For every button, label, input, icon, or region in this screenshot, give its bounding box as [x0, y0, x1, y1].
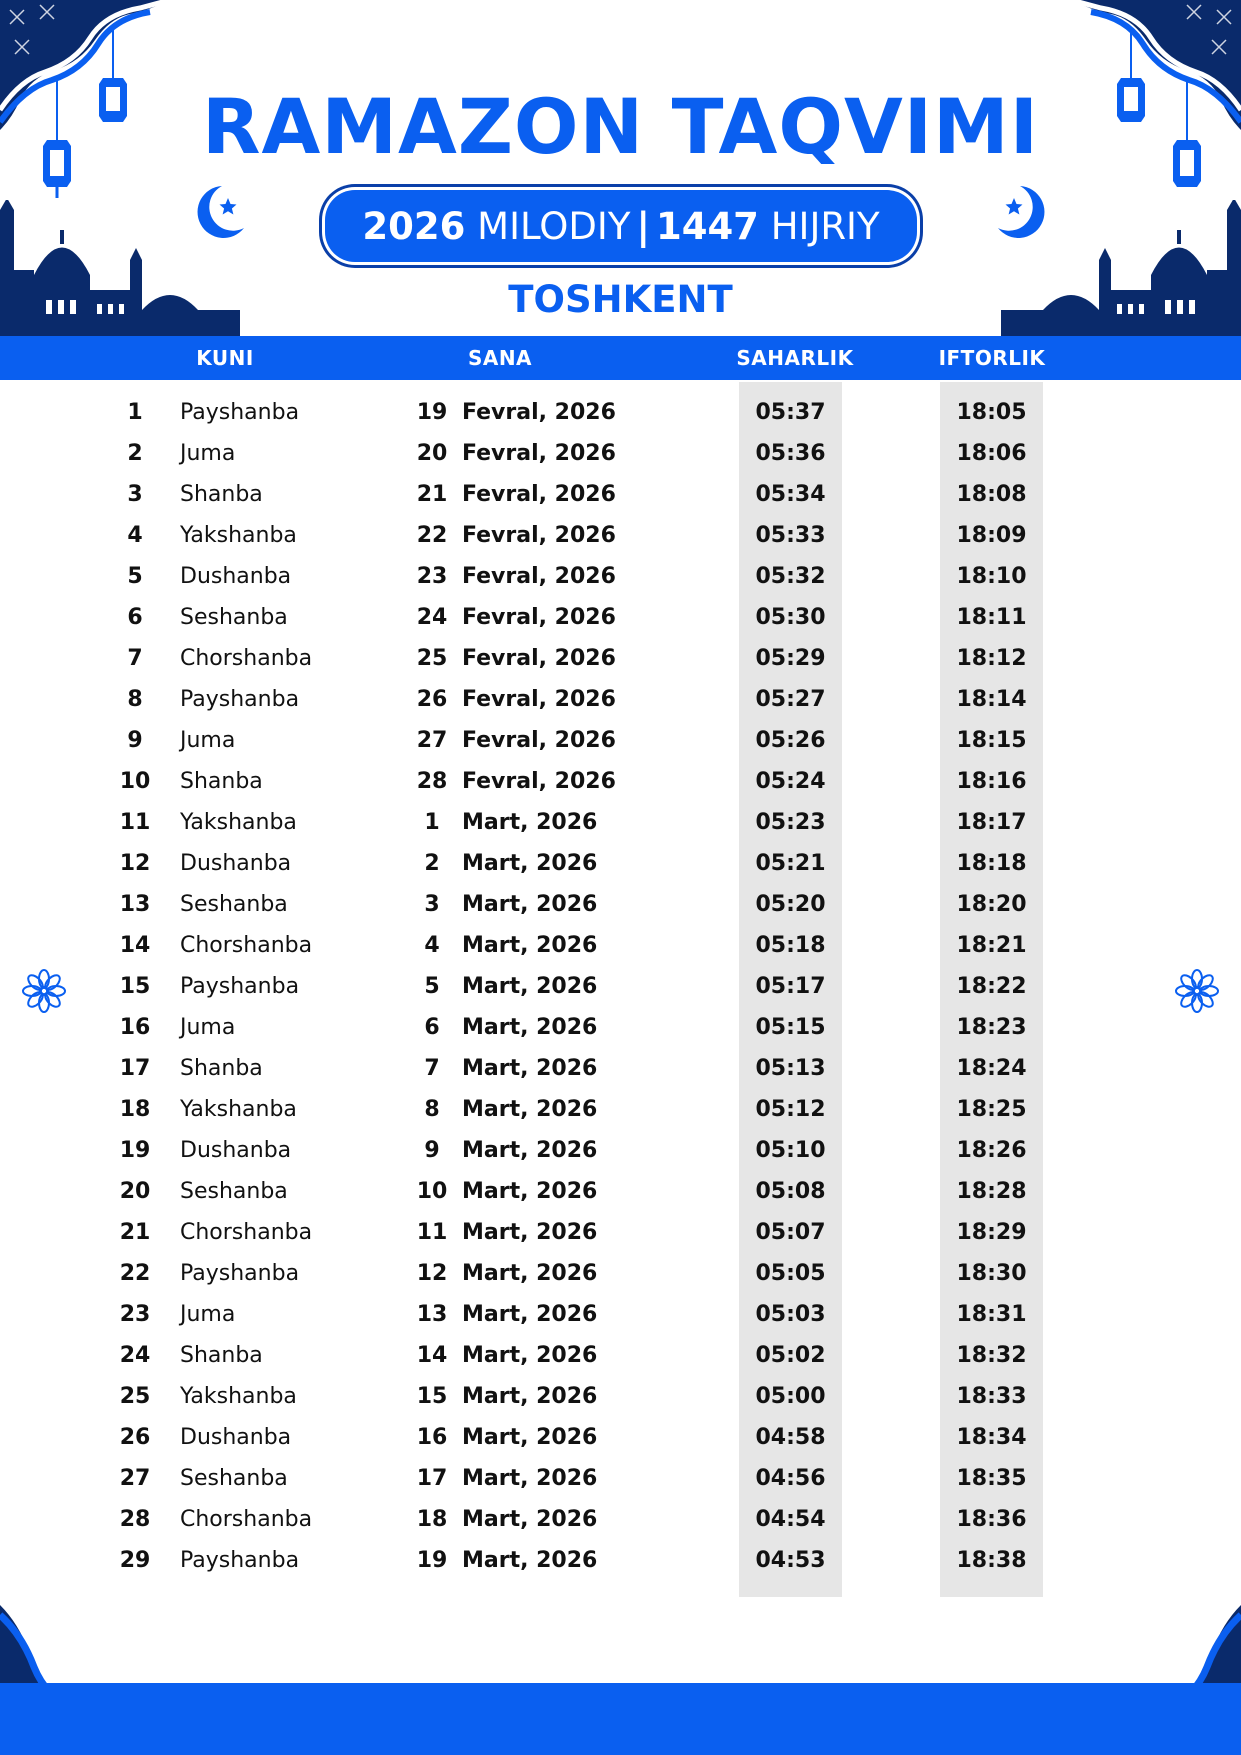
day-number: 9 [127, 728, 143, 753]
table-row [0, 884, 1241, 925]
iftorlik-time: 18:18 [956, 851, 1027, 876]
iftorlik-time: 18:08 [956, 482, 1027, 507]
table-row [0, 843, 1241, 884]
day-number: 5 [127, 564, 143, 589]
date-day: 13 [416, 1302, 448, 1327]
table-row [0, 925, 1241, 966]
date-month-year: Mart, 2026 [462, 1343, 598, 1368]
date-month-year: Fevral, 2026 [462, 687, 616, 712]
day-number: 7 [127, 646, 143, 671]
saharlik-time: 05:23 [755, 810, 826, 835]
table-row [0, 1376, 1241, 1417]
saharlik-time: 05:18 [755, 933, 826, 958]
date-month-year: Fevral, 2026 [462, 523, 616, 548]
date-day: 9 [424, 1138, 440, 1163]
iftorlik-time: 18:26 [956, 1138, 1027, 1163]
day-number: 4 [127, 523, 143, 548]
date-month-year: Mart, 2026 [462, 1507, 598, 1532]
date-month-year: Fevral, 2026 [462, 728, 616, 753]
iftorlik-time: 18:30 [956, 1261, 1027, 1286]
iftorlik-time: 18:24 [956, 1056, 1027, 1081]
date-day: 17 [416, 1466, 448, 1491]
date-day: 10 [416, 1179, 448, 1204]
date-month-year: Mart, 2026 [462, 810, 598, 835]
weekday: Yakshanba [180, 810, 297, 835]
date-day: 23 [416, 564, 448, 589]
weekday: Seshanba [180, 1179, 288, 1204]
date-day: 7 [424, 1056, 440, 1081]
date-day: 19 [416, 400, 448, 425]
table-row [0, 1171, 1241, 1212]
table-row [0, 1294, 1241, 1335]
table-row [0, 966, 1241, 1007]
weekday: Payshanba [180, 1548, 300, 1573]
saharlik-time: 05:10 [755, 1138, 826, 1163]
day-number: 19 [119, 1138, 151, 1163]
date-day: 14 [416, 1343, 448, 1368]
table-row [0, 638, 1241, 679]
table-row [0, 1048, 1241, 1089]
saharlik-time: 05:08 [755, 1179, 826, 1204]
iftorlik-time: 18:22 [956, 974, 1027, 999]
weekday: Payshanba [180, 1261, 300, 1286]
date-month-year: Mart, 2026 [462, 1466, 598, 1491]
date-month-year: Mart, 2026 [462, 933, 598, 958]
hijri-year: 1447 [655, 204, 759, 248]
iftorlik-time: 18:16 [956, 769, 1027, 794]
column-header-kuni: KUNI [196, 346, 254, 370]
date-month-year: Fevral, 2026 [462, 769, 616, 794]
date-day: 21 [416, 482, 448, 507]
weekday: Shanba [180, 1343, 263, 1368]
weekday: Juma [180, 441, 236, 466]
saharlik-time: 05:29 [755, 646, 826, 671]
day-number: 28 [119, 1507, 151, 1532]
table-row [0, 761, 1241, 802]
saharlik-time: 05:12 [755, 1097, 826, 1122]
saharlik-time: 05:07 [755, 1220, 826, 1245]
iftorlik-time: 18:09 [956, 523, 1027, 548]
date-day: 3 [424, 892, 440, 917]
iftorlik-time: 18:38 [956, 1548, 1027, 1573]
day-number: 1 [127, 400, 143, 425]
weekday: Shanba [180, 1056, 263, 1081]
year-banner [325, 190, 917, 262]
iftorlik-time: 18:23 [956, 1015, 1027, 1040]
saharlik-time: 05:36 [755, 441, 826, 466]
iftorlik-time: 18:35 [956, 1466, 1027, 1491]
iftorlik-time: 18:06 [956, 441, 1027, 466]
iftorlik-time: 18:33 [956, 1384, 1027, 1409]
saharlik-time: 05:13 [755, 1056, 826, 1081]
saharlik-time: 05:24 [755, 769, 826, 794]
date-day: 19 [416, 1548, 448, 1573]
date-month-year: Mart, 2026 [462, 1425, 598, 1450]
iftorlik-time: 18:29 [956, 1220, 1027, 1245]
date-month-year: Mart, 2026 [462, 1179, 598, 1204]
iftorlik-time: 18:28 [956, 1179, 1027, 1204]
iftorlik-time: 18:12 [956, 646, 1027, 671]
weekday: Juma [180, 1302, 236, 1327]
saharlik-time: 05:21 [755, 851, 826, 876]
day-number: 10 [119, 769, 151, 794]
table-row [0, 1499, 1241, 1540]
weekday: Juma [180, 728, 236, 753]
date-day: 15 [416, 1384, 448, 1409]
table-row [0, 1253, 1241, 1294]
saharlik-time: 05:02 [755, 1343, 826, 1368]
saharlik-time: 05:00 [755, 1384, 826, 1409]
saharlik-time: 04:54 [755, 1507, 826, 1532]
date-day: 24 [416, 605, 448, 630]
saharlik-time: 05:27 [755, 687, 826, 712]
date-month-year: Mart, 2026 [462, 1384, 598, 1409]
date-month-year: Fevral, 2026 [462, 646, 616, 671]
day-number: 24 [119, 1343, 151, 1368]
table-row [0, 1458, 1241, 1499]
table-row [0, 802, 1241, 843]
weekday: Juma [180, 1015, 236, 1040]
iftorlik-time: 18:20 [956, 892, 1027, 917]
day-number: 29 [119, 1548, 151, 1573]
day-number: 16 [119, 1015, 151, 1040]
saharlik-time: 05:37 [755, 400, 826, 425]
date-month-year: Mart, 2026 [462, 851, 598, 876]
weekday: Chorshanba [180, 646, 313, 671]
weekday: Payshanba [180, 974, 300, 999]
date-day: 28 [416, 769, 448, 794]
date-month-year: Mart, 2026 [462, 1548, 598, 1573]
iftorlik-time: 18:32 [956, 1343, 1027, 1368]
date-day: 22 [416, 523, 448, 548]
iftorlik-time: 18:10 [956, 564, 1027, 589]
day-number: 3 [127, 482, 143, 507]
date-day: 4 [424, 933, 440, 958]
day-number: 18 [119, 1097, 151, 1122]
table-row [0, 1212, 1241, 1253]
day-number: 8 [127, 687, 143, 712]
table-row [0, 474, 1241, 515]
saharlik-time: 05:05 [755, 1261, 826, 1286]
saharlik-time: 05:26 [755, 728, 826, 753]
day-number: 17 [119, 1056, 151, 1081]
date-month-year: Mart, 2026 [462, 1302, 598, 1327]
date-month-year: Fevral, 2026 [462, 482, 616, 507]
day-number: 15 [119, 974, 151, 999]
table-row [0, 1540, 1241, 1581]
weekday: Yakshanba [180, 1384, 297, 1409]
date-day: 26 [416, 687, 448, 712]
city-name: TOSHKENT [508, 278, 733, 321]
date-month-year: Mart, 2026 [462, 1015, 598, 1040]
weekday: Chorshanba [180, 1220, 313, 1245]
date-day: 25 [416, 646, 448, 671]
table-row [0, 1007, 1241, 1048]
iftorlik-time: 18:34 [956, 1425, 1027, 1450]
date-day: 8 [424, 1097, 440, 1122]
saharlik-time: 05:15 [755, 1015, 826, 1040]
day-number: 13 [119, 892, 151, 917]
date-month-year: Mart, 2026 [462, 1056, 598, 1081]
date-day: 6 [424, 1015, 440, 1040]
saharlik-time: 05:30 [755, 605, 826, 630]
iftorlik-time: 18:11 [956, 605, 1027, 630]
saharlik-time: 05:33 [755, 523, 826, 548]
weekday: Chorshanba [180, 1507, 313, 1532]
table-row [0, 556, 1241, 597]
table-row [0, 515, 1241, 556]
day-number: 20 [119, 1179, 151, 1204]
table-row [0, 679, 1241, 720]
weekday: Payshanba [180, 400, 300, 425]
day-number: 14 [119, 933, 151, 958]
date-month-year: Mart, 2026 [462, 892, 598, 917]
table-row [0, 433, 1241, 474]
weekday: Payshanba [180, 687, 300, 712]
saharlik-time: 04:58 [755, 1425, 826, 1450]
table-row [0, 1335, 1241, 1376]
date-day: 1 [424, 810, 440, 835]
date-month-year: Fevral, 2026 [462, 605, 616, 630]
date-day: 16 [416, 1425, 448, 1450]
day-number: 22 [119, 1261, 151, 1286]
date-month-year: Fevral, 2026 [462, 441, 616, 466]
table-row [0, 1417, 1241, 1458]
column-header-sana: SANA [467, 346, 533, 370]
date-month-year: Fevral, 2026 [462, 400, 616, 425]
weekday: Seshanba [180, 605, 288, 630]
weekday: Chorshanba [180, 933, 313, 958]
iftorlik-time: 18:31 [956, 1302, 1027, 1327]
weekday: Shanba [180, 769, 263, 794]
date-day: 2 [424, 851, 440, 876]
day-number: 21 [119, 1220, 151, 1245]
table-row [0, 597, 1241, 638]
page-title: RAMAZON TAQVIMI [202, 82, 1039, 171]
date-month-year: Mart, 2026 [462, 1261, 598, 1286]
iftorlik-time: 18:14 [956, 687, 1027, 712]
table-row [0, 1130, 1241, 1171]
column-header-saharlik: SAHARLIK [736, 346, 854, 370]
column-header-iftorlik: IFTORLIK [938, 346, 1046, 370]
date-day: 18 [416, 1507, 448, 1532]
date-day: 11 [416, 1220, 448, 1245]
date-day: 27 [416, 728, 448, 753]
iftorlik-time: 18:36 [956, 1507, 1027, 1532]
weekday: Seshanba [180, 1466, 288, 1491]
day-number: 11 [119, 810, 151, 835]
day-number: 27 [119, 1466, 151, 1491]
saharlik-time: 04:53 [755, 1548, 826, 1573]
date-month-year: Mart, 2026 [462, 974, 598, 999]
day-number: 12 [119, 851, 151, 876]
saharlik-time: 05:17 [755, 974, 826, 999]
weekday: Dushanba [180, 1138, 292, 1163]
saharlik-time: 05:20 [755, 892, 826, 917]
day-number: 23 [119, 1302, 151, 1327]
footer-band [0, 1683, 1241, 1755]
weekday: Yakshanba [180, 1097, 297, 1122]
weekday: Yakshanba [180, 523, 297, 548]
saharlik-time: 05:32 [755, 564, 826, 589]
iftorlik-time: 18:17 [956, 810, 1027, 835]
saharlik-time: 05:03 [755, 1302, 826, 1327]
weekday: Dushanba [180, 851, 292, 876]
date-month-year: Mart, 2026 [462, 1138, 598, 1163]
weekday: Seshanba [180, 892, 288, 917]
day-number: 6 [127, 605, 143, 630]
weekday: Dushanba [180, 564, 292, 589]
gregorian-label: MILODIY [477, 204, 631, 248]
date-month-year: Mart, 2026 [462, 1220, 598, 1245]
table-row [0, 392, 1241, 433]
saharlik-time: 05:34 [755, 482, 826, 507]
hijri-label: HIJRIY [770, 204, 880, 248]
iftorlik-time: 18:05 [956, 400, 1027, 425]
date-month-year: Mart, 2026 [462, 1097, 598, 1122]
weekday: Shanba [180, 482, 263, 507]
iftorlik-time: 18:21 [956, 933, 1027, 958]
date-day: 20 [416, 441, 448, 466]
gregorian-year: 2026 [362, 204, 466, 248]
year-separator: | [636, 204, 650, 248]
day-number: 26 [119, 1425, 151, 1450]
day-number: 2 [127, 441, 143, 466]
table-row [0, 720, 1241, 761]
day-number: 25 [119, 1384, 151, 1409]
date-day: 5 [424, 974, 440, 999]
date-day: 12 [416, 1261, 448, 1286]
iftorlik-time: 18:25 [956, 1097, 1027, 1122]
weekday: Dushanba [180, 1425, 292, 1450]
date-month-year: Fevral, 2026 [462, 564, 616, 589]
iftorlik-time: 18:15 [956, 728, 1027, 753]
table-row [0, 1089, 1241, 1130]
saharlik-time: 04:56 [755, 1466, 826, 1491]
